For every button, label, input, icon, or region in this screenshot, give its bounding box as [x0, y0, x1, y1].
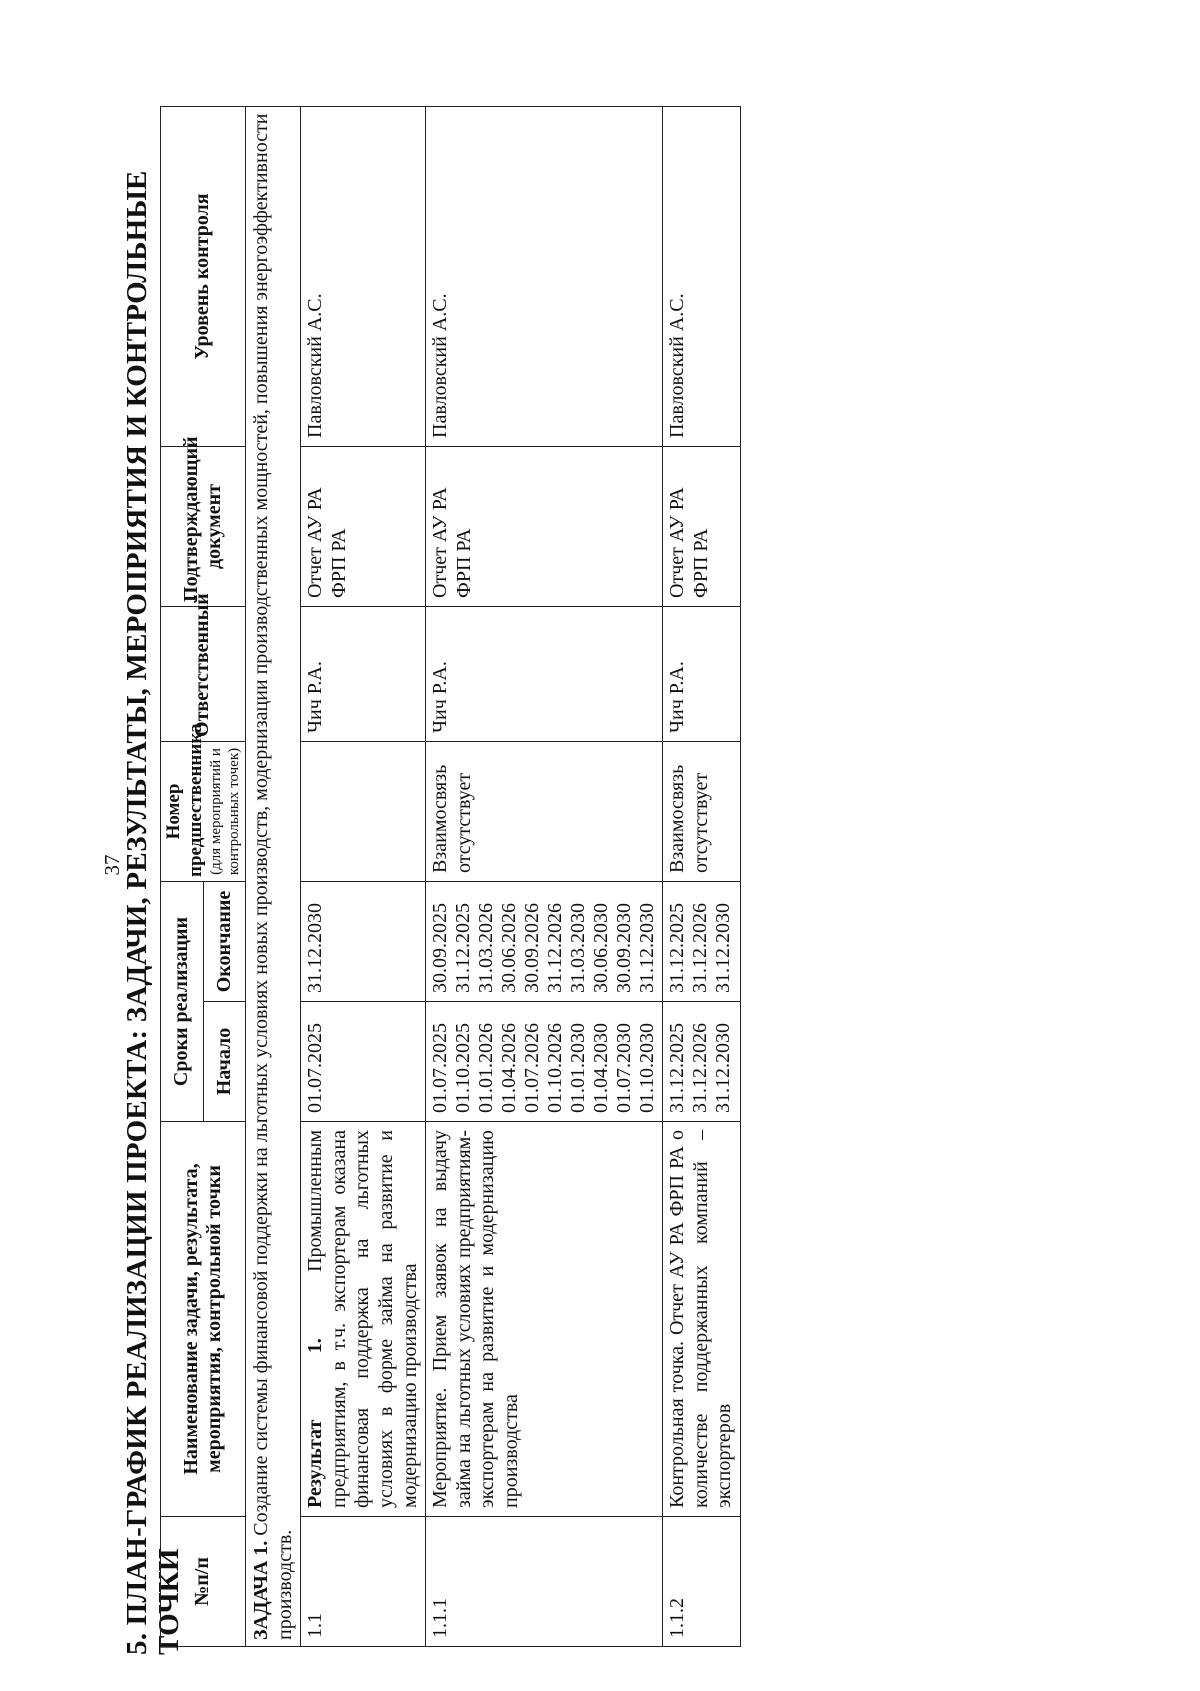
end-date: 30.09.2030: [613, 903, 636, 993]
header-predecessor-note: (для мероприятий и контрольных точек): [207, 747, 242, 876]
start-date: 01.07.2025: [304, 1023, 327, 1113]
header-start: Начало: [203, 1002, 246, 1122]
start-date: 31.12.2030: [712, 1023, 735, 1113]
plan-table: [160, 106, 741, 1647]
row-description: [426, 1122, 663, 1517]
header-predecessor: [161, 723, 246, 881]
row-text: Мероприятие. Прием заявок на выдачу займа на льготных условиях предприятиям-экспортерам на развитие и модернизацию производства: [429, 1130, 522, 1508]
header-document: Подтверждающий документ: [161, 446, 246, 606]
rotated-page: [100, 95, 1100, 1655]
end-date: 30.06.2026: [498, 903, 521, 993]
end-date: 31.12.2026: [544, 903, 567, 993]
row-num: 1.1.2: [663, 1517, 741, 1647]
end-date: 31.12.2030: [304, 903, 327, 993]
start-date: 01.10.2030: [636, 1023, 659, 1113]
row-document: Отчет АУ РА ФРП РА: [663, 446, 741, 606]
header-responsible: Ответственный: [161, 606, 246, 741]
end-date: 31.12.2025: [452, 903, 475, 993]
row-document: Отчет АУ РА ФРП РА: [426, 446, 663, 606]
header-control: Уровень контроля: [161, 106, 246, 446]
task-row: [246, 106, 301, 1646]
row-start-dates: [663, 1002, 741, 1122]
start-date: 31.12.2025: [666, 1023, 689, 1113]
row-predecessor: Взаимосвязь отсутствует: [426, 741, 663, 881]
section-title: 5. ПЛАН-ГРАФИК РЕАЛИЗАЦИИ ПРОЕКТА: ЗАДАЧИ, РЕЗУЛЬТАТЫ, МЕРОПРИЯТИЯ И КОНТРОЛЬНЫЕ ТОЧКИ: [121, 170, 185, 1655]
row-document: Отчет АУ РА ФРП РА: [301, 446, 426, 606]
row-predecessor: Взаимосвязь отсутствует: [663, 741, 741, 881]
row-start-dates: [301, 1002, 426, 1122]
row-end-dates: [426, 881, 663, 1001]
start-date: 01.04.2026: [498, 1023, 521, 1113]
header-num: №п/п: [161, 1517, 246, 1647]
row-predecessor: [301, 741, 426, 881]
start-date: 01.04.2030: [590, 1023, 613, 1113]
row-start-dates: [426, 1002, 663, 1122]
end-date: 30.09.2025: [429, 903, 452, 993]
row-label: Результат 1.: [304, 1338, 327, 1508]
row-description: [663, 1122, 741, 1517]
start-date: 31.12.2026: [689, 1023, 712, 1113]
end-date: 31.12.2030: [636, 903, 659, 993]
header-predecessor-main: Номер предшественника: [163, 723, 207, 877]
end-date: 31.03.2026: [475, 903, 498, 993]
row-description: [301, 1122, 426, 1517]
end-date: 31.12.2025: [666, 903, 689, 993]
header-end: Окончание: [203, 881, 246, 1001]
task-cell: [246, 106, 301, 1646]
end-date: 30.06.2030: [590, 903, 613, 993]
start-date: 01.10.2026: [544, 1023, 567, 1113]
start-date: 01.01.2030: [567, 1023, 590, 1113]
start-date: 01.01.2026: [475, 1023, 498, 1113]
header-name: Наименование задачи, результата, мероприятия, контрольной точки: [161, 1122, 246, 1517]
table-row: [663, 106, 741, 1646]
end-date: 31.12.2030: [712, 903, 735, 993]
start-date: 01.07.2025: [429, 1023, 452, 1113]
end-date: 30.09.2026: [521, 903, 544, 993]
row-num: 1.1.1: [426, 1517, 663, 1647]
end-date: 31.03.2030: [567, 903, 590, 993]
end-date: 31.12.2026: [689, 903, 712, 993]
row-num: 1.1: [301, 1517, 426, 1647]
page-number: 37: [100, 854, 124, 876]
row-end-dates: [301, 881, 426, 1001]
task-label: ЗАДАЧА 1.: [250, 1540, 273, 1640]
table-row: [301, 106, 426, 1646]
start-date: 01.07.2030: [613, 1023, 636, 1113]
start-date: 01.07.2026: [521, 1023, 544, 1113]
row-control: Павловский А.С.: [301, 106, 426, 446]
row-end-dates: [663, 881, 741, 1001]
start-date: 01.10.2025: [452, 1023, 475, 1113]
row-text: Промышленным предприятиям, в т.ч. экспортерам оказана финансовая поддержка на льготных условиях в форме займа на развитие и модернизацию производства: [304, 1130, 421, 1508]
row-responsible: Чич Р.А.: [663, 606, 741, 741]
row-control: Павловский А.С.: [426, 106, 663, 446]
row-responsible: Чич Р.А.: [301, 606, 426, 741]
row-control: Павловский А.С.: [663, 106, 741, 446]
row-text: Контрольная точка. Отчет АУ РА ФРП РА о количестве поддержанных компаний – экспортеров: [666, 1130, 736, 1508]
row-responsible: Чич Р.А.: [426, 606, 663, 741]
task-text: Создание системы финансовой поддержки на льготных условиях новых производств, модернизации производственных мощностей, повышения энергоэффективности производств.: [250, 113, 297, 1640]
header-terms: Сроки реализации: [161, 881, 204, 1121]
table-row: [426, 106, 663, 1646]
